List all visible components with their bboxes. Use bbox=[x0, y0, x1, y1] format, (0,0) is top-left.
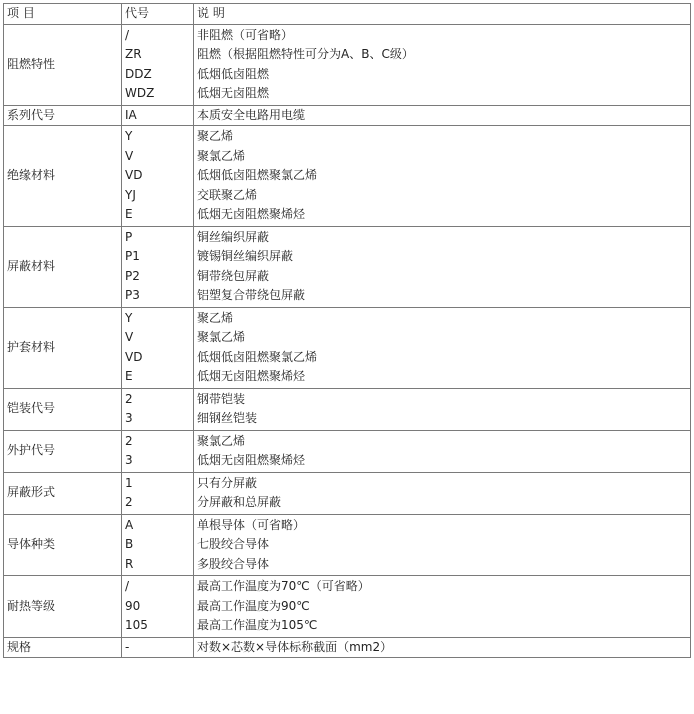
description-value: 低烟无卤阻燃 bbox=[197, 86, 270, 100]
description-value: 非阻燃（可省略） bbox=[197, 27, 294, 42]
row-descriptions bbox=[194, 307, 691, 388]
description-value: 最高工作温度为70℃（可省略） bbox=[197, 579, 370, 593]
code-value: IA bbox=[125, 107, 137, 122]
table-row bbox=[4, 105, 691, 126]
row-item-name: 耐热等级 bbox=[4, 576, 122, 638]
row-descriptions bbox=[194, 637, 691, 658]
header-desc: 说 明 bbox=[194, 4, 691, 25]
table-row bbox=[4, 514, 691, 576]
code-value: P2 bbox=[125, 268, 140, 283]
code-value: 2 bbox=[125, 391, 133, 406]
code-value: VD bbox=[125, 168, 143, 182]
description-value: 铜丝编织屏蔽 bbox=[197, 229, 270, 244]
code-value: B bbox=[125, 537, 134, 551]
cable-designation-table bbox=[3, 3, 691, 658]
row-descriptions bbox=[194, 472, 691, 514]
code-value: P1 bbox=[125, 249, 140, 263]
description-value: 对数×芯数×导体标称截面（mm2） bbox=[197, 639, 393, 654]
description-value: 单根导体（可省略） bbox=[197, 517, 306, 532]
description-value: 低烟低卤阻燃聚氯乙烯 bbox=[197, 349, 318, 364]
description-value: 七股绞合导体 bbox=[197, 537, 270, 551]
description-value: 铝塑复合带绕包屏蔽 bbox=[197, 288, 306, 302]
table-row bbox=[4, 576, 691, 638]
code-value: P bbox=[125, 229, 133, 244]
table-row bbox=[4, 472, 691, 514]
table-row bbox=[4, 226, 691, 307]
row-codes bbox=[122, 430, 194, 472]
code-value: VD bbox=[125, 349, 143, 364]
code-value: 90 bbox=[125, 598, 141, 613]
row-descriptions bbox=[194, 388, 691, 430]
row-descriptions bbox=[194, 576, 691, 638]
code-value: 3 bbox=[125, 411, 133, 425]
row-item-name: 屏蔽形式 bbox=[4, 472, 122, 514]
row-codes bbox=[122, 637, 194, 658]
row-item-name: 系列代号 bbox=[4, 105, 122, 126]
description-value: 镀锡铜丝编织屏蔽 bbox=[197, 249, 294, 263]
table-row bbox=[4, 126, 691, 227]
row-item-name: 屏蔽材料 bbox=[4, 226, 122, 307]
code-value: ZR bbox=[125, 47, 142, 61]
row-codes bbox=[122, 226, 194, 307]
code-value: 2 bbox=[125, 433, 133, 448]
row-item-name: 护套材料 bbox=[4, 307, 122, 388]
description-value: 低烟无卤阻燃聚烯烃 bbox=[197, 207, 306, 221]
description-value: 低烟低卤阻燃 bbox=[197, 66, 270, 81]
row-descriptions bbox=[194, 430, 691, 472]
code-value: V bbox=[125, 330, 134, 344]
table-body bbox=[4, 4, 691, 658]
code-value: YJ bbox=[125, 187, 136, 202]
header-code: 代号 bbox=[122, 4, 194, 25]
row-item-name: 规格 bbox=[4, 637, 122, 658]
code-value: A bbox=[125, 517, 134, 532]
code-value: V bbox=[125, 148, 134, 163]
table-row bbox=[4, 637, 691, 658]
row-item-name: 外护代号 bbox=[4, 430, 122, 472]
description-value: 阻燃（根据阻燃特性可分为A、B、C级） bbox=[197, 47, 414, 61]
code-value: E bbox=[125, 369, 133, 383]
description-value: 只有分屏蔽 bbox=[197, 475, 258, 490]
code-value: / bbox=[125, 579, 130, 593]
row-codes bbox=[122, 105, 194, 126]
code-value: 1 bbox=[125, 475, 133, 490]
description-value: 最高工作温度为90℃ bbox=[197, 598, 310, 613]
code-value: 3 bbox=[125, 453, 133, 467]
row-descriptions bbox=[194, 24, 691, 105]
row-codes bbox=[122, 24, 194, 105]
row-codes bbox=[122, 514, 194, 576]
description-value: 聚氯乙烯 bbox=[197, 330, 246, 344]
description-value: 多股绞合导体 bbox=[197, 556, 270, 571]
row-codes bbox=[122, 307, 194, 388]
row-codes bbox=[122, 126, 194, 227]
code-value: / bbox=[125, 27, 130, 42]
description-value: 低烟无卤阻燃聚烯烃 bbox=[197, 369, 306, 383]
code-value: - bbox=[125, 639, 130, 654]
code-value: P3 bbox=[125, 288, 140, 302]
code-value: WDZ bbox=[125, 86, 155, 100]
code-value: 2 bbox=[125, 495, 133, 509]
row-descriptions bbox=[194, 126, 691, 227]
row-item-name: 铠装代号 bbox=[4, 388, 122, 430]
row-item-name: 绝缘材料 bbox=[4, 126, 122, 227]
code-value: Y bbox=[125, 310, 133, 325]
description-value: 细钢丝铠装 bbox=[197, 411, 258, 425]
table-row bbox=[4, 430, 691, 472]
code-value: E bbox=[125, 207, 133, 221]
row-codes bbox=[122, 576, 194, 638]
description-value: 低烟无卤阻燃聚烯烃 bbox=[197, 453, 306, 467]
description-value: 分屏蔽和总屏蔽 bbox=[197, 495, 282, 509]
description-value: 聚乙烯 bbox=[197, 129, 234, 143]
row-item-name: 阻燃特性 bbox=[4, 24, 122, 105]
row-descriptions bbox=[194, 105, 691, 126]
table-row bbox=[4, 24, 691, 105]
description-value: 聚氯乙烯 bbox=[197, 148, 246, 163]
row-descriptions bbox=[194, 226, 691, 307]
header-item: 项 目 bbox=[4, 4, 122, 25]
row-item-name: 导体种类 bbox=[4, 514, 122, 576]
row-codes bbox=[122, 388, 194, 430]
description-value: 钢带铠装 bbox=[197, 391, 246, 406]
description-value: 本质安全电路用电缆 bbox=[197, 107, 306, 122]
description-value: 铜带绕包屏蔽 bbox=[197, 268, 270, 283]
description-value: 交联聚乙烯 bbox=[197, 187, 258, 202]
code-value: DDZ bbox=[125, 66, 152, 81]
table-header-row bbox=[4, 4, 691, 25]
code-value: R bbox=[125, 556, 134, 571]
description-value: 最高工作温度为105℃ bbox=[197, 618, 318, 632]
table-row bbox=[4, 388, 691, 430]
code-value: Y bbox=[125, 129, 133, 143]
description-value: 低烟低卤阻燃聚氯乙烯 bbox=[197, 168, 318, 182]
code-value: 105 bbox=[125, 618, 148, 632]
table-row bbox=[4, 307, 691, 388]
row-codes bbox=[122, 472, 194, 514]
description-value: 聚乙烯 bbox=[197, 310, 234, 325]
row-descriptions bbox=[194, 514, 691, 576]
description-value: 聚氯乙烯 bbox=[197, 433, 246, 448]
